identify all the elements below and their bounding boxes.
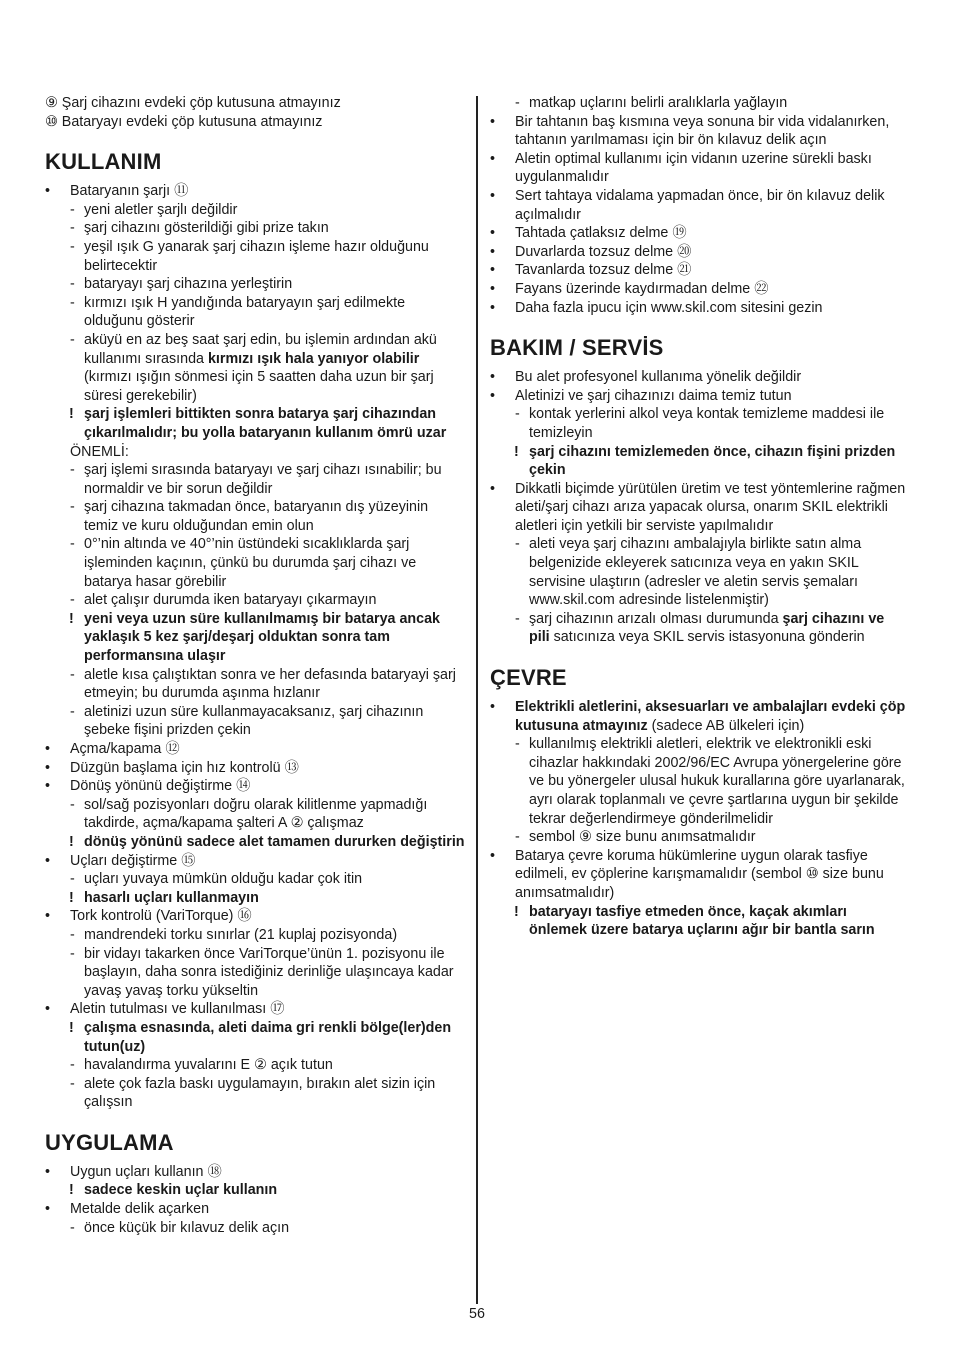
bullet-mark: • [45,759,51,776]
bullet-mark: • [490,225,496,242]
bullet-item [45,1163,465,1182]
bullet-mark: • [45,778,51,795]
item-text: Düzgün başlama için hız kontrolü ⑬ [70,759,299,776]
bullet-item [490,150,908,187]
item-text: şarj işlemi sırasında bataryayı ve şarj cihazı ısınabilir; bu normaldir ve bir sorun değildir [84,462,442,497]
dash-mark: - [70,276,75,293]
item-text: yeşil ışık G yanarak şarj cihazın işleme hazır olduğunu belirtecektir [84,238,429,274]
item-text: bataryayı tasfiye etmeden önce, kaçak akımları önlemek üzere batarya uçlarını ağır bir bantla sarın [529,903,875,939]
dash-item [45,238,465,275]
item-text: Metalde delik açarken [70,1201,210,1218]
dash-item [45,703,465,740]
section-heading: ÇEVRE [490,665,567,691]
dash-mark: - [70,592,75,609]
bullet-item [45,740,465,759]
dash-mark: - [70,1219,75,1236]
item-text: Tahtada çatlaksız delme ⑲ [515,225,687,242]
warning-mark: ! [69,1019,74,1036]
item-text: Dönüş yönünü değiştirme ⑭ [70,778,251,795]
bullet-item [45,852,465,871]
bullet-item [490,280,908,299]
item-text: Batarya çevre koruma hükümlerine uygun olarak tasfiye edilmeli, ev çöplerine karışmamalıdır (sembol ⑩ size bunu anımsatmalıdır) [515,847,884,901]
item-text: önce küçük bir kılavuz delik açın [84,1219,290,1236]
item-text: matkap uçlarını belirli aralıklarla yağlayın [529,95,788,111]
bullet-item [490,224,908,243]
dash-mark: - [515,610,520,627]
warning-mark: ! [69,406,74,423]
bullet-mark: • [490,187,496,204]
item-text: uçları yuvaya mümkün olduğu kadar çok itin [84,871,363,888]
dash-item [45,294,465,331]
item-text: kontak yerlerini alkol veya kontak temizleme maddesi ile temizleyin [529,406,885,441]
dash-item [490,828,908,847]
bullet-mark: • [45,183,51,200]
warning-mark: ! [514,903,519,920]
item-text: bataryayı şarj cihazına yerleştirin [84,276,293,293]
item-text: Daha fazla ipucu için www.skil.com sitesini gezin [515,299,823,316]
warning-mark: ! [69,1182,74,1199]
bullet-item [490,299,908,318]
item-text: alete çok fazla baskı uygulamayın, bırakın alet sizin için çalışsın [84,1075,436,1111]
warning-item [490,443,908,480]
text-segment: (sadece AB ülkeleri için) [647,717,805,734]
bullet-item [45,777,465,796]
dash-mark: - [70,201,75,218]
item-text: Tavanlarda tozsuz delme ㉑ [515,262,692,279]
item-text: şarj cihazını temizlemeden önce, cihazın fişini prizden çekin [529,443,896,479]
item-text: Bir tahtanın baş kısmına veya sonuna bir vida vidalanırken, tahtanın yarılmaması için bir ön kılavuz delik açın [515,113,890,149]
bullet-mark: • [490,150,496,167]
bullet-mark: • [490,280,496,297]
bold-text: Elektrikli aletlerini, aksesuarları ve ambalajları evdeki çöp kutusuna atmayınız [515,699,906,734]
item-text: yeni aletler şarjlı değildir [84,201,238,218]
item-text: ⑨ Şarj cihazını evdeki çöp kutusuna atmayınız [45,95,341,111]
dash-mark: - [515,406,520,423]
warning-item [45,610,465,666]
dash-item [45,1056,465,1075]
item-text: Bu alet profesyonel kullanıma yönelik değildir [515,369,802,386]
bold-text: şarj cihazını ve pili [529,610,885,646]
warning-item [45,1019,465,1056]
dash-item [490,610,908,647]
item-text: çalışma esnasında, aleti daima gri renkli bölge(ler)den tutun(uz) [84,1019,452,1055]
bullet-item [45,759,465,778]
left-column [45,94,465,1237]
dash-mark: - [515,829,520,846]
bold-text: kırmızı ışık hala yanıyor olabilir [207,350,420,367]
text-segment: şarj cihazının arızalı olması durumunda [529,610,783,627]
item-text: Bataryanın şarjı ⑪ [70,183,189,200]
bullet-item [490,387,908,406]
page-number: 56 [469,1306,485,1322]
dash-item [45,498,465,535]
dash-mark: - [515,95,520,111]
bullet-item [490,113,908,150]
item-text: kırmızı ışık H yandığında bataryayın şarj edilmekte olduğunu gösterir [84,294,406,330]
bullet-mark: • [490,387,496,404]
dash-mark: - [515,736,520,753]
item-text: şarj cihazına takmadan önce, bataryanın dış yüzeyinin temiz ve kuru olduğundan emin olun [84,499,429,534]
item-text: Sert tahtaya vidalama yapmadan önce, bir ön kılavuz delik açılmalıdır [515,187,885,223]
item-text: sembol ⑨ size bunu anımsatmalıdır [529,829,756,846]
item-text: Duvarlarda tozsuz delme ⑳ [515,243,692,260]
item-text: aletle kısa çalıştıktan sonra ve her defasında bataryayi şarj etmeyin; bu durumda aşınma hızlanır [84,666,456,702]
bullet-mark: • [45,1001,51,1018]
item-text: Dikkatli biçimde yürütülen üretim ve test yöntemlerine rağmen aleti/şarj cihazı arıza yapacak olursa, onarım SKIL elektrikli aletleri için yetkili bir serviste yapılmalıdır [515,480,906,534]
dash-item [45,331,465,405]
dash-item [45,1075,465,1112]
item-text: aletinizi uzun süre kullanmayacaksanız, şarj cihazının şebeke fişini prizden çekin [84,703,424,739]
item-text: sadece keskin uçlar kullanın [84,1182,278,1199]
bullet-mark: • [45,852,51,869]
bullet-item [45,1200,465,1219]
bullet-mark: • [490,243,496,260]
dash-mark: - [70,462,75,479]
dash-item [45,870,465,889]
dash-mark: - [70,926,75,943]
bullet-mark: • [45,741,51,757]
bullet-mark: • [490,480,496,497]
bullet-mark: • [490,113,496,130]
dash-mark: - [70,1057,75,1074]
dash-mark: - [70,703,75,720]
item-text: mandrendeki torku sınırlar (21 kuplaj pozisyonda) [84,926,398,943]
item-text: Aletinizi ve şarj cihazınızı daima temiz tutun [515,387,792,404]
dash-mark: - [70,220,75,237]
item-text: ÖNEMLİ: [70,443,129,460]
bullet-item [45,1000,465,1019]
dash-mark: - [70,871,75,888]
dash-mark: - [70,945,75,962]
item-text: Aletin tutulması ve kullanılması ⑰ [70,1001,285,1018]
right-column [490,94,908,940]
bullet-mark: • [45,1201,51,1218]
bullet-item [490,480,908,536]
bullet-item [45,182,465,201]
dash-item [45,219,465,238]
item-text: ⑩ Bataryayı evdeki çöp kutusuna atmayınız [45,113,323,130]
dash-item [45,926,465,945]
text-segment: (kırmızı ışığın sönmesi için 5 saatten daha uzun bir şarj süresi gerekebilir) [84,369,434,404]
note-label [45,443,465,462]
bullet-mark: • [45,1163,51,1180]
item-text: aleti veya şarj cihazını ambalajıyla birlikte satın alma belgenizide ekleyerek satıcınıza veya en yakın SKIL servisine ulaştırın (adresler ve aletin servis şemaları www.skil.com adresinde listelenmiştir) [529,536,862,609]
bullet-item [45,907,465,926]
item-text: Açma/kapama ⑫ [70,741,180,757]
item-text: dönüş yönünü sadece alet tamamen dururken değiştirin [84,833,465,850]
warning-item [45,833,465,852]
dash-mark: - [70,666,75,683]
text-segment: satıcınıza veya SKIL servis istasyonuna gönderin [549,629,865,646]
item-text: havalandırma yuvalarını E ② açık tutun [84,1057,333,1074]
item-text: kullanılmış elektrikli aletleri, elektrik ve elektronikli eski cihazlar hakkındaki 2002/96/EC Avrupa yönergelerine göre ve bu yönergeler ulusal hukuk kurallarına göre uyarlanarak, ayrı olarak toplanmalı ve çevre şartlarına uygun bir şekilde tekrar değerlendirmeye gönderilmelidir [529,736,905,827]
section-heading: UYGULAMA [45,1129,174,1155]
bullet-item [490,847,908,903]
section-heading: BAKIM / SERVİS [490,335,664,361]
dash-item [45,666,465,703]
dash-item [45,945,465,1001]
item-text: şarj cihazını gösterildiği gibi prize takın [84,220,329,237]
dash-mark: - [515,536,520,553]
warning-mark: ! [69,889,74,906]
item-text: bir vidayı takarken önce VariTorque’ünün 1. pozisyonu ile başlayın, daha sonra istediğiniz derinliğe ulaşıncaya kadar yavaş yavaş torku yükseltin [84,945,454,999]
symbol-note [45,94,465,113]
bullet-item [490,243,908,262]
dash-item [45,535,465,591]
item-text: şarj işlemleri bittikten sonra batarya şarj cihazından çıkarılmalıdır; bu yolla bataryanın kullanım ömrü uzar [84,406,447,441]
dash-mark: - [70,499,75,516]
dash-item [490,405,908,442]
item-text: Uygun uçları kullanın ⑱ [70,1163,222,1180]
column-divider [476,96,478,1304]
dash-item [45,201,465,220]
bullet-item [490,187,908,224]
bullet-item [490,698,908,735]
dash-item [45,591,465,610]
bullet-mark: • [490,299,496,316]
dash-item [490,94,908,113]
item-text: hasarlı uçları kullanmayın [84,889,259,906]
dash-mark: - [70,536,75,553]
item-text: Tork kontrolü (VariTorque) ⑯ [70,908,252,925]
text-segment: aküyü en az beş saat şarj edin, bu işlemin ardından akü kullanımı sırasında [84,331,437,367]
item-text: Uçları değiştirme ⑮ [70,852,196,869]
bullet-mark: • [490,847,496,864]
dash-mark: - [70,238,75,255]
dash-item [45,275,465,294]
warning-mark: ! [514,443,519,460]
warning-item [45,889,465,908]
dash-item [45,1219,465,1238]
item-text: sol/sağ pozisyonları doğru olarak kilitlenme yapmadığı takdirde, açma/kapama şalteri A ② çalışmaz [84,796,428,832]
warning-item [45,1181,465,1200]
dash-item [490,735,908,828]
bullet-mark: • [45,908,51,925]
warning-item [490,903,908,940]
warning-item [45,405,465,442]
dash-mark: - [70,1075,75,1092]
item-text: 0°’nin altında ve 40°’nin üstündeki sıcaklıklarda şarj işleminden kaçının, çünkü bu durumda şarj cihazı ve batarya hasar görebilir [84,536,417,590]
bullet-mark: • [490,262,496,279]
dash-mark: - [70,294,75,311]
bullet-mark: • [490,369,496,386]
item-text: alet çalışır durumda iken bataryayı çıkarmayın [84,592,377,609]
warning-mark: ! [69,833,74,850]
dash-mark: - [70,331,75,348]
bullet-item [490,368,908,387]
item-text: Aletin optimal kullanımı için vidanın uzerine sürekli baskı uygulanmalıdır [515,150,872,186]
bullet-item [490,261,908,280]
item-text: yeni veya uzun süre kullanılmamış bir batarya ancak yaklaşık 5 kez şarj/deşarj olduktan sonra tam performansına ulaşır [84,610,440,665]
dash-item [45,796,465,833]
item-text: Fayans üzerinde kaydırmadan delme ㉒ [515,280,769,297]
dash-item [45,461,465,498]
symbol-note [45,113,465,132]
bullet-mark: • [490,699,496,716]
section-heading: KULLANIM [45,149,162,175]
warning-mark: ! [69,610,74,627]
dash-mark: - [70,796,75,813]
dash-item [490,535,908,609]
